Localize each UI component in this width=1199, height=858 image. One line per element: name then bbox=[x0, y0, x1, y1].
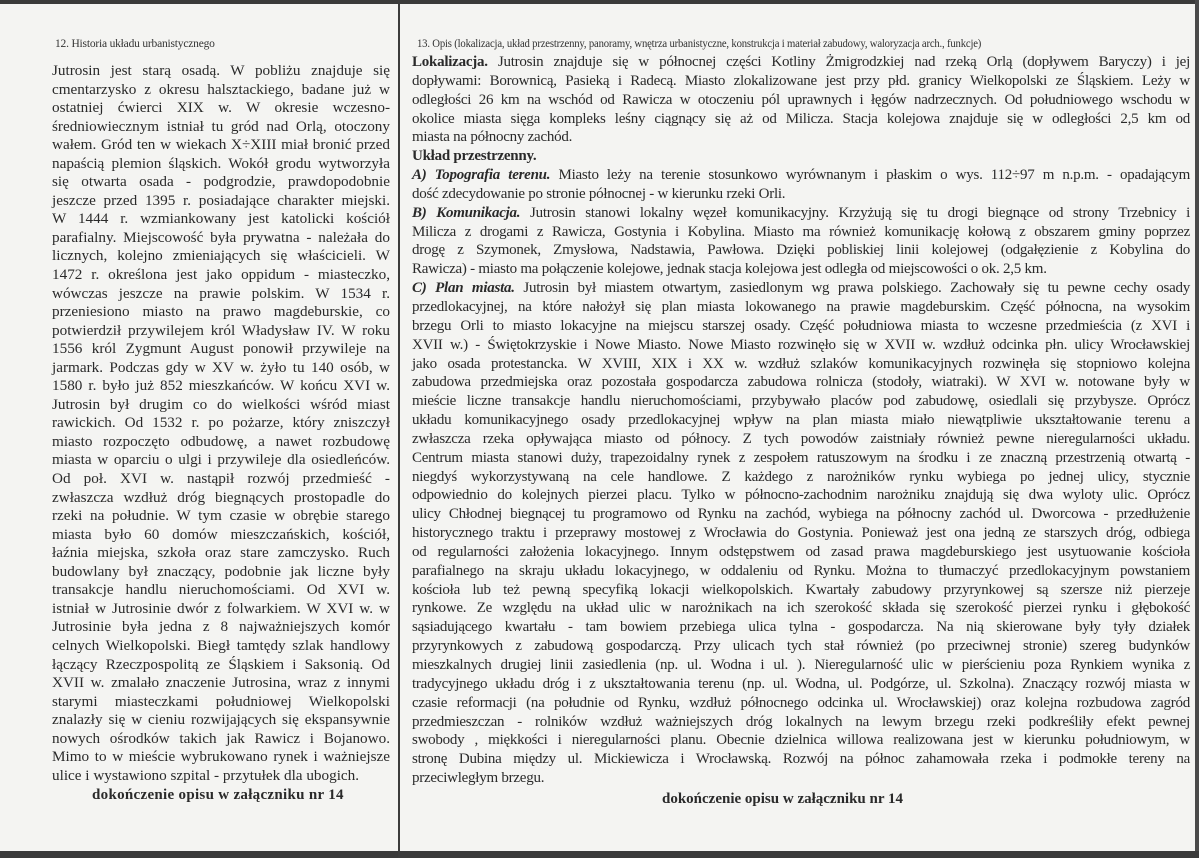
text-line bbox=[412, 147, 1190, 166]
line-text: drogę z Szymonek, Zmysłowa, Nadstawia, Pawłowa. Dzięki pobliskiej linii kolejowej (odgałęzienie z Kobylina do bbox=[412, 242, 1190, 259]
section-12-heading: 12. Historia układu urbanistycznego bbox=[55, 38, 215, 50]
line-text: 1556 król Zygmunt August ponowił przywileje na bbox=[52, 340, 390, 358]
line-text: W 1444 r. wzmiankowany jest katolicki kościół bbox=[52, 210, 390, 228]
text-line bbox=[412, 562, 1190, 581]
subsection-label: A) Topografia terenu. bbox=[412, 167, 551, 184]
text-line bbox=[52, 359, 390, 378]
text-line bbox=[52, 618, 390, 637]
text-line bbox=[52, 247, 390, 266]
scan-edge-right bbox=[1195, 0, 1199, 858]
line-text: średniowiecznym istniał tu gród nad Orlą, otoczony bbox=[52, 117, 390, 135]
line-text: XVII w. zmalało znaczenie Jutrosina, wraz z innymi bbox=[52, 674, 390, 692]
text-line bbox=[52, 414, 390, 433]
line-text: 1472 r. określona jest jako oppidum - miasteczko, bbox=[52, 266, 390, 284]
text-line bbox=[412, 449, 1190, 468]
text-line bbox=[412, 618, 1190, 637]
line-text: jarmark. Podczas gdy w XV w. żyło tu 140 osób, w bbox=[52, 358, 390, 376]
history-text-column bbox=[52, 62, 390, 785]
text-line bbox=[412, 204, 1190, 223]
line-text: rawickich. Od 1532 r. po pożarze, który zniszczył bbox=[52, 414, 390, 432]
line-text: Jutrosin stanowi lokalny węzeł komunikacyjny. Krzyżują się tu drogi biegnące od strony Trzebnicy i bbox=[520, 204, 1191, 221]
line-text: napaścią plemion śląskich. Wokół grodu wytworzyła bbox=[52, 154, 390, 172]
line-text: zwłaszcza wzdłuż dróg biegnących prostopadle do bbox=[52, 488, 390, 506]
text-line bbox=[52, 674, 390, 693]
line-text: ostatniej ćwierci XIX w. W okresie wczesno- bbox=[52, 99, 390, 117]
line-text: potwierdził przywilejem król Władysław IV. W roku bbox=[52, 321, 390, 339]
line-text: ulicy Chłodnej biegnącej tu programowo od Rynku na zachód, wybiega na północny zachód ul. Dworcowa - przedłużenie bbox=[412, 506, 1190, 523]
line-text: Centrum miasta stanowi duży, trapezoidalny rynek z zespołem ratuszowym na środku i ze znaczną przestrzenią otwartą - bbox=[412, 449, 1190, 466]
line-text: parafialny. Miejscowość była prywatna - należała do bbox=[52, 228, 390, 246]
text-line bbox=[52, 563, 390, 582]
description-text-column bbox=[412, 53, 1190, 788]
text-line bbox=[52, 433, 390, 452]
line-text: ulice i wystawiono szpital - przytułek dla ubogich. bbox=[52, 766, 360, 784]
line-text: miasta było 60 domów mieszczańskich, kościół, bbox=[52, 525, 390, 543]
text-line bbox=[52, 637, 390, 656]
text-line bbox=[412, 72, 1190, 91]
text-line bbox=[412, 260, 1190, 279]
text-line bbox=[52, 81, 390, 100]
line-text: Miasto leży na terenie stosunkowo wyrównanym i płaskim o wys. 112÷97 m n.p.m. - opadającym bbox=[550, 167, 1190, 184]
line-text: starymi miasteczkami południowej Wielkopolski bbox=[52, 692, 390, 710]
left-continuation-note: dokończenie opisu w załączniku nr 14 bbox=[92, 787, 344, 803]
text-line bbox=[412, 53, 1190, 72]
line-text: Jutrosin był drugim co do wielkości wśród miast bbox=[52, 395, 390, 413]
line-text: układu komunikacyjnego osady przedlokacyjnej wpływ na plan miasta miało niewątpliwie ukształtowanie terenu a bbox=[412, 412, 1190, 429]
text-line bbox=[52, 470, 390, 489]
line-text: istniał w Jutrosinie dwór z folwarkiem. W XVI w. w bbox=[52, 599, 390, 617]
line-text: budowlany był znaczący, podobnie jak liczne były bbox=[52, 562, 390, 580]
text-line bbox=[52, 748, 390, 767]
line-text: odległości 26 km na wschód od Rawicza w otoczeniu pól uprawnych i łęgów nadrzecznych. Od południowego wschodu w bbox=[412, 91, 1190, 108]
subsection-label: C) Plan miasta. bbox=[412, 280, 515, 297]
line-text: Rawicza) - miasto ma połączenie kolejowe, jednak stacja kolejowa jest odległa od miejscowości o ok. 2,5 km. bbox=[412, 261, 1047, 278]
line-text: historycznego traktu i przeprawy mostowej z Wrocławia do Gostynia. Ponieważ jest ona jedną ze starszych dróg, odbiega bbox=[412, 525, 1190, 542]
line-text: Od poł. XVI w. nastąpił rozwój przedmieść - bbox=[52, 470, 390, 488]
line-text: sąsiadującego kwartału - tam bowiem przebiega ulica tylna - gospodarcza. Na nią skierowane były tyły działek bbox=[412, 619, 1190, 636]
line-text: licznych, kolejno zmieniających się właścicieli. W bbox=[52, 247, 390, 265]
text-line bbox=[412, 392, 1190, 411]
text-line bbox=[412, 505, 1190, 524]
text-line bbox=[52, 507, 390, 526]
line-text: Jutrosinie była jedna z 8 najważniejszych komór bbox=[52, 618, 390, 636]
text-line bbox=[412, 298, 1190, 317]
line-text: tradycyjnego układu dróg i z ukształtowania terenu (np. ul. Wodna, ul. Podgórze, ul. Szkolna). Znaczący rozwój miasta w bbox=[412, 675, 1190, 692]
line-text: jeszcze przed 1395 r. posiadające charakter miejski. bbox=[52, 191, 390, 209]
line-text: Mimo to w mieście wybrukowano rynek i ważniejsze bbox=[52, 748, 390, 766]
right-continuation-note: dokończenie opisu w załączniku nr 14 bbox=[662, 791, 904, 807]
text-line bbox=[412, 637, 1190, 656]
text-line bbox=[412, 185, 1190, 204]
line-text: przeciwległym brzegu. bbox=[412, 770, 545, 787]
line-text: czasie reformacji (na południe od Rynku, wzdłuż północnego odcinka ul. Wrocławskiej) oraz kolejna rozbudowa zagród bbox=[412, 694, 1190, 711]
line-text: przeniesiono miasto na prawo magdeburskie, co bbox=[52, 303, 390, 321]
line-text: dopływami: Borownicą, Pasieką i Radecą. Miasto zlokalizowane jest przy płd. granicy Wielkopolski ze Śląskiem. Leży w bbox=[412, 72, 1190, 89]
line-text: jako osada protestancka. W XVIII, XIX i XX w. wzdłuż szlaków komunikacyjnych rozwinęła się stopniowo kolejna bbox=[412, 355, 1190, 372]
scan-edge-bottom bbox=[0, 851, 1199, 858]
subsection-label: Układ przestrzenny. bbox=[412, 148, 537, 165]
section-13-heading: 13. Opis (lokalizacja, układ przestrzenny, panoramy, wnętrza urbanistyczne, konstrukcja i materiał zabudowy, waloryzacja arch., funkcje) bbox=[417, 38, 982, 50]
line-text: miasta na północny zachód. bbox=[412, 129, 573, 146]
text-line bbox=[412, 110, 1190, 129]
line-text: Jutrosin był miastem otwartym, zasiedlonym wg prawa polskiego. Zachowały się tu pewne cechy osady bbox=[514, 280, 1191, 297]
line-text: łaźnia miejska, szkoła oraz stare zamczysko. Ruch bbox=[52, 544, 390, 562]
line-text: rzeki na południe. W tym czasie w obrębie starego bbox=[52, 507, 390, 525]
text-line bbox=[412, 486, 1190, 505]
text-line bbox=[412, 128, 1190, 147]
line-text: miasta w oparciu o ulgi i przywileje dla osiedleńców. bbox=[52, 451, 390, 469]
text-line bbox=[412, 430, 1190, 449]
line-text: mieszkalnych drugiej linii zasiedlenia (np. ul. Wodna i ul. ). Nieregularność ulic w pierścieniu poza Rynkiem wynika z bbox=[412, 657, 1190, 673]
text-line bbox=[412, 581, 1190, 600]
text-line bbox=[412, 769, 1190, 788]
text-line bbox=[52, 544, 390, 563]
text-line bbox=[52, 693, 390, 712]
subsection-label: B) Komunikacja. bbox=[412, 204, 521, 221]
line-text: cmentarzysko z okresu halsztackiego, badane już w bbox=[52, 80, 390, 98]
line-text: zabudowa przedmiejska oraz pozostała gospodarcza zabudowa rolnicza (stodoły, wiatraki). W XVI w. notowane były w bbox=[412, 374, 1190, 391]
text-line bbox=[52, 266, 390, 285]
text-line bbox=[412, 524, 1190, 543]
text-line bbox=[52, 767, 390, 786]
text-line bbox=[52, 303, 390, 322]
line-text: dość zdecydowanie po stronie północnej - w kierunku rzeki Orli. bbox=[412, 185, 786, 202]
line-text: Jutrosin znajduje się w północnej części Kotliny Żmigrodzkiej nad rzeką Orlą (dopływem Baryczy) i jej bbox=[487, 54, 1190, 70]
text-line bbox=[52, 581, 390, 600]
text-line bbox=[412, 411, 1190, 430]
text-line bbox=[52, 62, 390, 81]
text-line bbox=[412, 317, 1190, 336]
text-line bbox=[52, 155, 390, 174]
text-line bbox=[52, 192, 390, 211]
line-text: przedlokacyjnej, na które nałożył się plan miasta lokowanego na prawie magdeburskim. Część północna, na wysokim bbox=[412, 298, 1190, 315]
line-text: od regularności założenia lokacyjnego. Innym odstępstwem od zasad prawa magdeburskiego jest usytuowanie kościoła bbox=[412, 543, 1190, 560]
line-text: przyrynkowych z zabudową gospodarczą. Przy ulicach tych stał również (po przeciwnej stronie) szereg budynków bbox=[412, 638, 1190, 655]
line-text: celnych Wielkopolski. Biegł tamtędy szlak handlowy bbox=[52, 636, 390, 654]
line-text: łączący Rzeczpospolitą ze Śląskiem i Saksonią. Od bbox=[52, 655, 390, 673]
subsection-label: Lokalizacja. bbox=[412, 54, 488, 70]
text-line bbox=[412, 279, 1190, 298]
text-line bbox=[52, 656, 390, 675]
text-line bbox=[412, 694, 1190, 713]
text-line bbox=[52, 322, 390, 341]
text-line bbox=[52, 711, 390, 730]
text-line bbox=[412, 91, 1190, 110]
line-text: Milicza z drogami z Rawicza, Gostynia i Kobylina. Miasto ma również komunikację kołową z obszarem gminy poprzez bbox=[412, 223, 1190, 240]
text-line bbox=[412, 543, 1190, 562]
text-line bbox=[52, 136, 390, 155]
text-line bbox=[412, 750, 1190, 769]
text-line bbox=[52, 99, 390, 118]
line-text: przedmieszczan - rolników wzdłuż ważniejszych dróg lokalnych na lewym brzegu rzeki podkreśliły efekt pewnej bbox=[412, 713, 1190, 730]
line-text: Jutrosin jest starą osadą. W pobliżu znajduje się bbox=[52, 62, 390, 79]
column-divider bbox=[398, 0, 400, 858]
text-line bbox=[52, 600, 390, 619]
line-text: transakcje handlu nieruchomościami. Od XVI w. bbox=[52, 581, 390, 599]
line-text: odpowiednio do kolejnych pierzei placu. Tylko w północno-zachodnim narożniku znajdują się dwa wyloty ulic. Oprócz bbox=[412, 487, 1190, 504]
text-line bbox=[412, 166, 1190, 185]
line-text: wówczas jeszcze na prawie polskim. W 1534 r. bbox=[52, 284, 390, 302]
text-line bbox=[52, 173, 390, 192]
line-text: rynkowe. Ze względu na układ ulic w narożnikach na ich szerokość składa się szerokość pierzei rynku i głębokość bbox=[412, 600, 1190, 617]
text-line bbox=[412, 675, 1190, 694]
line-text: okolice miasta sięga kompleks leśny ciągnący się aż od Milicza. Stacja kolejowa znajduje się w odległości 2,5 km od bbox=[412, 110, 1190, 127]
line-text: nowych ośrodków takich jak Rawicz i Bojanowo. bbox=[52, 729, 390, 747]
text-line bbox=[52, 451, 390, 470]
line-text: parafialnego na skraju układu lokacyjnego, w oddaleniu od Rynku. Można to tłumaczyć przedlokacyjnym powstaniem bbox=[412, 562, 1190, 579]
text-line bbox=[412, 373, 1190, 392]
text-line bbox=[412, 713, 1190, 732]
line-text: mieście liczne transakcje handlu nieruchomościami, przybywało placów pod zabudowę, osiedlali się przybysze. Oprócz bbox=[412, 393, 1190, 410]
text-line bbox=[52, 730, 390, 749]
text-line bbox=[52, 118, 390, 137]
line-text: niegdyś wykorzystywaną na cele handlowe. Z każdego z narożników rynku wybiega po jednej ulicy, stycznie bbox=[412, 468, 1190, 485]
line-text: brzegu Orli to miasto lokacyjne na miejscu starszej osady. Część południowa miasta to wczesne przedmieścia (z XVI i bbox=[412, 317, 1190, 334]
text-line bbox=[52, 210, 390, 229]
line-text: wałem. Gród ten w wiekach X÷XIII miał bronić przed bbox=[52, 136, 390, 154]
text-line bbox=[52, 285, 390, 304]
line-text: znalazły się w cieniu rozwijających się ekspansywnie bbox=[52, 711, 390, 729]
text-line bbox=[412, 656, 1190, 675]
text-line bbox=[52, 229, 390, 248]
text-line bbox=[52, 489, 390, 508]
line-text: miasto rozpoczęto odbudowę, a nawet rozbudowę bbox=[52, 432, 390, 450]
text-line bbox=[52, 526, 390, 545]
line-text: się otwarta osada - podgrodzie, prawdopodobnie bbox=[52, 173, 390, 191]
line-text: kościoła lub też pewną specyfiką lokacji wielkopolskich. Kwartały zabudowy przyrynkowej są szersze niż pierzeje bbox=[412, 581, 1190, 598]
text-line bbox=[412, 241, 1190, 260]
text-line bbox=[412, 223, 1190, 242]
line-text: stronę Dubina między ul. Mickiewicza i Wrocławską. Rozwój na północ zahamowała rzeka i podmokłe tereny na bbox=[412, 751, 1190, 768]
text-line bbox=[52, 396, 390, 415]
line-text: swobody , miękkości i nieregularności planu. Obecnie dzielnica willowa realizowana jest w kierunku południowym, w bbox=[412, 732, 1190, 749]
line-text: zwłaszcza rzeka opływająca miasto od północy. Z tych powodów zaistniały również pewne nieregularności układu. bbox=[412, 430, 1190, 447]
text-line bbox=[412, 599, 1190, 618]
text-line bbox=[412, 731, 1190, 750]
text-line bbox=[412, 468, 1190, 487]
scan-edge-top bbox=[0, 0, 1199, 4]
text-line bbox=[52, 340, 390, 359]
line-text: 1580 r. było już 852 mieszkańców. W końcu XVI w. bbox=[52, 377, 390, 395]
line-text: XVII w.) - Świętokrzyskie i Nowe Miasto. Nowe Miasto rozwinęło się w XVII w. wzdłuż odcinka płn. ulicy Wrocławskiej bbox=[412, 336, 1190, 353]
text-line bbox=[412, 355, 1190, 374]
text-line bbox=[52, 377, 390, 396]
text-line bbox=[412, 336, 1190, 355]
